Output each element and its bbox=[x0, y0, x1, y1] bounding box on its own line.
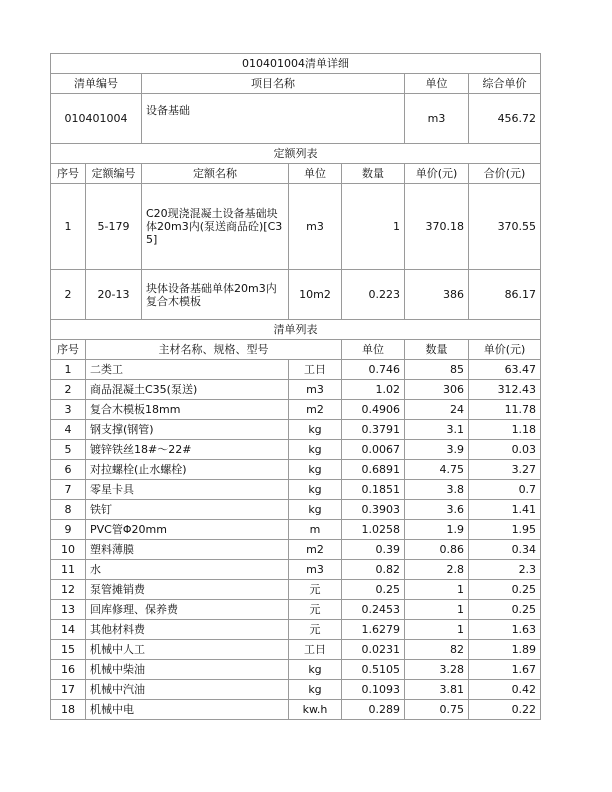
material-no: 4 bbox=[51, 420, 86, 440]
material-header-price: 单价(元) bbox=[469, 340, 541, 360]
material-price: 1 bbox=[405, 600, 469, 620]
material-no: 18 bbox=[51, 700, 86, 720]
material-unit: kg bbox=[289, 660, 342, 680]
material-price: 24 bbox=[405, 400, 469, 420]
material-price: 1.9 bbox=[405, 520, 469, 540]
material-qty: 0.25 bbox=[342, 580, 405, 600]
material-no: 10 bbox=[51, 540, 86, 560]
material-name: 对拉螺栓(止水螺栓) bbox=[86, 460, 289, 480]
material-unit: kg bbox=[289, 460, 342, 480]
material-row bbox=[51, 500, 541, 520]
material-name: 铁钉 bbox=[86, 500, 289, 520]
bill-detail-sheet bbox=[50, 53, 540, 720]
material-total: 0.25 bbox=[469, 600, 541, 620]
material-header-row bbox=[51, 340, 541, 360]
material-row bbox=[51, 460, 541, 480]
material-row bbox=[51, 700, 541, 720]
material-total: 0.03 bbox=[469, 440, 541, 460]
material-total: 1.41 bbox=[469, 500, 541, 520]
material-qty: 1.02 bbox=[342, 380, 405, 400]
quota-header-price: 单价(元) bbox=[405, 164, 469, 184]
quota-qty: 1 bbox=[342, 184, 405, 270]
material-row bbox=[51, 580, 541, 600]
code-label: 清单编号 bbox=[51, 74, 142, 94]
material-unit: 元 bbox=[289, 600, 342, 620]
material-row bbox=[51, 420, 541, 440]
quota-price: 370.18 bbox=[405, 184, 469, 270]
material-qty: 0.1851 bbox=[342, 480, 405, 500]
material-row bbox=[51, 620, 541, 640]
material-price: 0.75 bbox=[405, 700, 469, 720]
material-price: 4.75 bbox=[405, 460, 469, 480]
material-price: 82 bbox=[405, 640, 469, 660]
material-qty: 0.1093 bbox=[342, 680, 405, 700]
material-total: 3.27 bbox=[469, 460, 541, 480]
material-total: 1.18 bbox=[469, 420, 541, 440]
material-no: 16 bbox=[51, 660, 86, 680]
material-name: 二类工 bbox=[86, 360, 289, 380]
quota-header-code: 定额编号 bbox=[86, 164, 142, 184]
material-total: 1.95 bbox=[469, 520, 541, 540]
material-header-unit: 单位 bbox=[342, 340, 405, 360]
bill-name: 设备基础 bbox=[142, 94, 405, 144]
material-total: 63.47 bbox=[469, 360, 541, 380]
material-name: 钢支撑(钢管) bbox=[86, 420, 289, 440]
material-price: 3.9 bbox=[405, 440, 469, 460]
material-name: PVC管Φ20mm bbox=[86, 520, 289, 540]
material-no: 13 bbox=[51, 600, 86, 620]
material-row bbox=[51, 660, 541, 680]
material-price: 3.28 bbox=[405, 660, 469, 680]
material-unit: kg bbox=[289, 680, 342, 700]
material-row bbox=[51, 440, 541, 460]
bill-code: 010401004 bbox=[51, 94, 142, 144]
material-row bbox=[51, 640, 541, 660]
material-row bbox=[51, 600, 541, 620]
material-row bbox=[51, 560, 541, 580]
material-price: 0.86 bbox=[405, 540, 469, 560]
material-unit: kg bbox=[289, 480, 342, 500]
material-unit: 元 bbox=[289, 620, 342, 640]
material-unit: 工日 bbox=[289, 640, 342, 660]
material-row bbox=[51, 540, 541, 560]
material-price: 85 bbox=[405, 360, 469, 380]
material-no: 1 bbox=[51, 360, 86, 380]
material-qty: 0.39 bbox=[342, 540, 405, 560]
quota-row bbox=[51, 184, 541, 270]
material-qty: 0.5105 bbox=[342, 660, 405, 680]
quota-total: 370.55 bbox=[469, 184, 541, 270]
quota-header-total: 合价(元) bbox=[469, 164, 541, 184]
material-no: 11 bbox=[51, 560, 86, 580]
material-qty: 0.82 bbox=[342, 560, 405, 580]
material-unit: 工日 bbox=[289, 360, 342, 380]
quota-header-row bbox=[51, 164, 541, 184]
quota-section-title: 定额列表 bbox=[51, 144, 541, 164]
material-header-no: 序号 bbox=[51, 340, 86, 360]
quota-code: 20-13 bbox=[86, 270, 142, 320]
unit-label: 单位 bbox=[405, 74, 469, 94]
quota-unit: 10m2 bbox=[289, 270, 342, 320]
material-total: 1.67 bbox=[469, 660, 541, 680]
material-qty: 1.6279 bbox=[342, 620, 405, 640]
material-total: 1.63 bbox=[469, 620, 541, 640]
material-qty: 0.4906 bbox=[342, 400, 405, 420]
sheet-title: 010401004清单详细 bbox=[51, 54, 541, 74]
material-name: 机械中汽油 bbox=[86, 680, 289, 700]
material-no: 8 bbox=[51, 500, 86, 520]
material-price: 306 bbox=[405, 380, 469, 400]
material-name: 商品混凝土C35(泵送) bbox=[86, 380, 289, 400]
material-qty: 0.2453 bbox=[342, 600, 405, 620]
quota-qty: 0.223 bbox=[342, 270, 405, 320]
material-total: 0.25 bbox=[469, 580, 541, 600]
material-unit: m2 bbox=[289, 540, 342, 560]
material-qty: 0.3791 bbox=[342, 420, 405, 440]
material-no: 9 bbox=[51, 520, 86, 540]
material-price: 1 bbox=[405, 620, 469, 640]
material-no: 2 bbox=[51, 380, 86, 400]
material-no: 17 bbox=[51, 680, 86, 700]
bill-price: 456.72 bbox=[469, 94, 541, 144]
material-price: 3.1 bbox=[405, 420, 469, 440]
material-no: 14 bbox=[51, 620, 86, 640]
quota-no: 1 bbox=[51, 184, 86, 270]
material-unit: m3 bbox=[289, 380, 342, 400]
material-qty: 1.0258 bbox=[342, 520, 405, 540]
material-price: 3.8 bbox=[405, 480, 469, 500]
material-name: 泵管摊销费 bbox=[86, 580, 289, 600]
material-row bbox=[51, 380, 541, 400]
material-name: 镀锌铁丝18#～22# bbox=[86, 440, 289, 460]
material-qty: 0.3903 bbox=[342, 500, 405, 520]
material-name: 机械中电 bbox=[86, 700, 289, 720]
material-unit: kg bbox=[289, 440, 342, 460]
quota-header-qty: 数量 bbox=[342, 164, 405, 184]
quota-header-unit: 单位 bbox=[289, 164, 342, 184]
material-section-title: 清单列表 bbox=[51, 320, 541, 340]
material-qty: 0.0067 bbox=[342, 440, 405, 460]
material-no: 12 bbox=[51, 580, 86, 600]
bill-detail-table bbox=[50, 53, 541, 720]
quota-row bbox=[51, 270, 541, 320]
material-unit: kg bbox=[289, 420, 342, 440]
material-no: 6 bbox=[51, 460, 86, 480]
bill-unit: m3 bbox=[405, 94, 469, 144]
material-total: 0.42 bbox=[469, 680, 541, 700]
material-qty: 0.6891 bbox=[342, 460, 405, 480]
material-unit: m bbox=[289, 520, 342, 540]
material-row bbox=[51, 360, 541, 380]
material-qty: 0.746 bbox=[342, 360, 405, 380]
material-unit: m2 bbox=[289, 400, 342, 420]
quota-name: C20现浇混凝土设备基础块体20m3内(泵送商品砼)[C35] bbox=[142, 184, 289, 270]
material-name: 其他材料费 bbox=[86, 620, 289, 640]
material-total: 2.3 bbox=[469, 560, 541, 580]
material-row bbox=[51, 400, 541, 420]
quota-header-no: 序号 bbox=[51, 164, 86, 184]
material-name: 机械中人工 bbox=[86, 640, 289, 660]
material-header-name: 主材名称、规格、型号 bbox=[86, 340, 342, 360]
material-total: 312.43 bbox=[469, 380, 541, 400]
material-unit: kg bbox=[289, 500, 342, 520]
material-name: 机械中柴油 bbox=[86, 660, 289, 680]
material-total: 0.22 bbox=[469, 700, 541, 720]
material-name: 水 bbox=[86, 560, 289, 580]
material-price: 3.6 bbox=[405, 500, 469, 520]
material-total: 11.78 bbox=[469, 400, 541, 420]
material-row bbox=[51, 480, 541, 500]
material-no: 7 bbox=[51, 480, 86, 500]
material-row bbox=[51, 680, 541, 700]
quota-no: 2 bbox=[51, 270, 86, 320]
material-name: 回库修理、保养费 bbox=[86, 600, 289, 620]
material-no: 5 bbox=[51, 440, 86, 460]
material-total: 0.7 bbox=[469, 480, 541, 500]
material-header-qty: 数量 bbox=[405, 340, 469, 360]
quota-price: 386 bbox=[405, 270, 469, 320]
quota-unit: m3 bbox=[289, 184, 342, 270]
material-price: 2.8 bbox=[405, 560, 469, 580]
material-total: 0.34 bbox=[469, 540, 541, 560]
material-name: 复合木模板18mm bbox=[86, 400, 289, 420]
material-row bbox=[51, 520, 541, 540]
quota-name: 块体设备基础单体20m3内复合木模板 bbox=[142, 270, 289, 320]
material-qty: 0.0231 bbox=[342, 640, 405, 660]
price-label: 综合单价 bbox=[469, 74, 541, 94]
name-label: 项目名称 bbox=[142, 74, 405, 94]
material-name: 塑料薄膜 bbox=[86, 540, 289, 560]
quota-code: 5-179 bbox=[86, 184, 142, 270]
material-total: 1.89 bbox=[469, 640, 541, 660]
material-unit: m3 bbox=[289, 560, 342, 580]
material-name: 零星卡具 bbox=[86, 480, 289, 500]
material-qty: 0.289 bbox=[342, 700, 405, 720]
material-price: 3.81 bbox=[405, 680, 469, 700]
material-price: 1 bbox=[405, 580, 469, 600]
quota-total: 86.17 bbox=[469, 270, 541, 320]
quota-header-name: 定额名称 bbox=[142, 164, 289, 184]
material-unit: 元 bbox=[289, 580, 342, 600]
material-no: 3 bbox=[51, 400, 86, 420]
material-unit: kw.h bbox=[289, 700, 342, 720]
material-no: 15 bbox=[51, 640, 86, 660]
